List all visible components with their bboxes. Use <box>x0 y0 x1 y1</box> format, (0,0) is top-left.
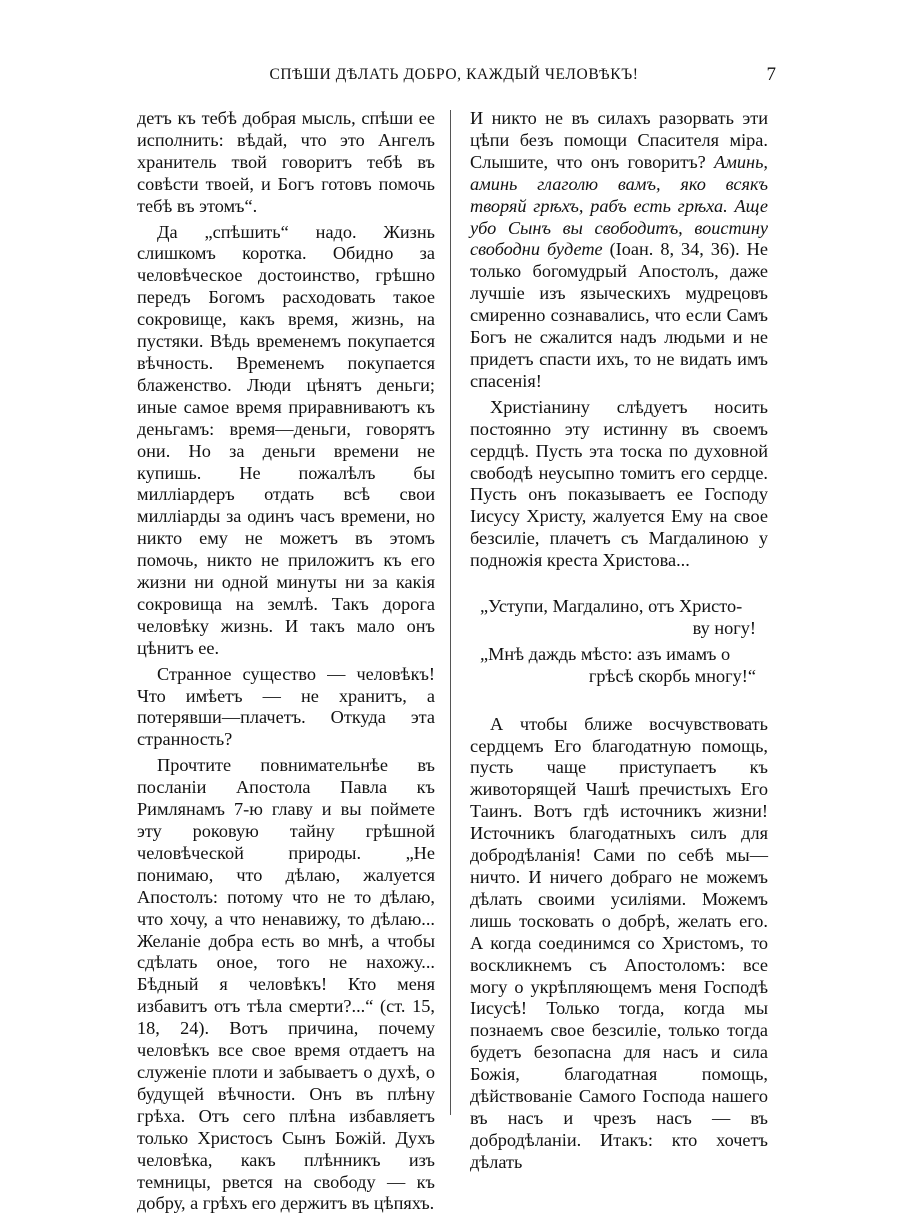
paragraph-text: (Іоан. 8, 34, 36). Не только богомудрый Апостолъ, даже лучшіе изъ языческихъ мудрецовъ смиренно сознавались, что если Самъ Богъ не сжалится надъ людьми и не придетъ спасти ихъ, то не видать имъ спасенія! <box>470 239 768 391</box>
page-number: 7 <box>766 64 776 85</box>
paragraph: Христіанину слѣдуетъ носить постоянно эту истинну въ своемъ сердцѣ. Пусть эта тоска по духовной свободѣ неусыпно томитъ его сердце. Пусть онъ показываетъ ее Господу Іисусу Христу, жалуется Ему на свое безсиліе, плачетъ съ Магдалиною у подножія креста Христова... <box>470 396 768 571</box>
column-divider <box>450 110 451 1115</box>
paragraph: Странное существо — человѣкъ! Что имѣетъ — не хранитъ, а потерявши—плачетъ. Откуда эта странность? <box>137 663 435 750</box>
verse-line: „Мнѣ даждь мѣсто: азъ имамъ о <box>480 643 731 664</box>
paragraph-text: И никто не въ силахъ разорвать эти цѣпи безъ помощи Спасителя міра. Слышите, что онъ говоритъ? <box>470 108 768 172</box>
paragraph <box>470 108 768 393</box>
right-column <box>470 108 768 1178</box>
paragraph: Да „спѣшить“ надо. Жизнь слишкомъ коротка. Обидно за человѣческое достоинство, грѣшно передъ Богомъ расходовать такое сокровище, какъ время, жизнь, на пустяки. Вѣдь временемъ покупается вѣчность. Временемъ покупается блаженство. Люди цѣнятъ деньги; иные самое время приравниваютъ къ деньгамъ: время—деньги, говорятъ они. Но за деньги времени не купишь. Не пожалѣлъ бы милліардеръ отдать всѣ свои милліарды за одинъ часъ времени, но никто ему не можетъ въ этомъ помочь, никто не приложитъ къ его жизни ни одной минуты ни за какія сокровища на землѣ. Такъ дорога человѣку жизнь. И такъ мало онъ цѣнитъ ее. <box>137 221 435 658</box>
left-column <box>137 108 435 1219</box>
scripture-quote: Аминь, аминь глаголю вамъ, яко всякъ творяй грѣхъ, рабъ есть грѣха. Аще убо Сынъ вы свободитъ, воистину свободни будете <box>470 151 768 260</box>
verse-line: „Уступи, Магдалино, отъ Христо- <box>480 596 743 617</box>
verse-quote <box>470 596 768 688</box>
running-title: СПѢШИ ДѢЛАТЬ ДОБРО, КАЖДЫЙ ЧЕЛОВѢКЪ! <box>269 66 639 83</box>
verse-line: ву ногу! <box>692 617 756 638</box>
paragraph: Прочтите повнимательнѣе въ посланіи Апостола Павла къ Римлянамъ 7-ю главу и вы поймете эту роковую тайну грѣшной человѣческой природы. „Не понимаю, что дѣлаю, жалуется Апостолъ: потому что не то дѣлаю, что хочу, а что ненавижу, то дѣлаю... Желаніе добра есть во мнѣ, а чтобы сдѣлать оное, того не нахожу... Бѣдный я человѣкъ! Кто меня избавитъ отъ тѣла смерти?...“ (ст. 15, 18, 24). Вотъ причина, почему человѣкъ все свое время отдаетъ на служеніе плоти и забываетъ о духѣ, о будущей вѣчности. Онъ въ плѣну грѣха. Отъ сего плѣна избавляетъ только Христосъ Сынъ Божій. Духъ человѣка, какъ плѣнникъ изъ темницы, рвется на свободу — къ добру, а грѣхъ его держитъ въ цѣпяхъ. <box>137 755 435 1214</box>
verse-line: грѣсѣ скорбь многу!“ <box>588 665 756 686</box>
paragraph: детъ къ тебѣ добрая мысль, спѣши ее исполнить: вѣдай, что это Ангелъ хранитель твой говоритъ тебѣ въ совѣсти твоей, и Богъ готовъ помочь тебѣ въ этомъ“. <box>137 108 435 216</box>
paragraph: А чтобы ближе восчувствовать сердцемъ Его благодатную помощь, пусть чаще приступаетъ къ животорящей Чашѣ пречистыхъ Его Таинъ. Вотъ гдѣ источникъ жизни! Источникъ благодатныхъ силъ для добродѣланія! Сами по себѣ мы—ничто. И ничего добраго не можемъ дѣлать своими усиліями. Можемъ лишь тосковать о добрѣ, желать его. А когда соединимся со Христомъ, то воскликнемъ съ Апостоломъ: все могу о укрѣпляющемъ меня Господѣ Іисусѣ! Только тогда, когда мы познаемъ свое безсиліе, только тогда будетъ безопасна для насъ и сила Божія, благодатная помощь, дѣйствованіе Самого Господа нашего въ насъ и чрезъ насъ — въ добродѣланіи. Итакъ: кто хочетъ дѣлать <box>470 713 768 1172</box>
